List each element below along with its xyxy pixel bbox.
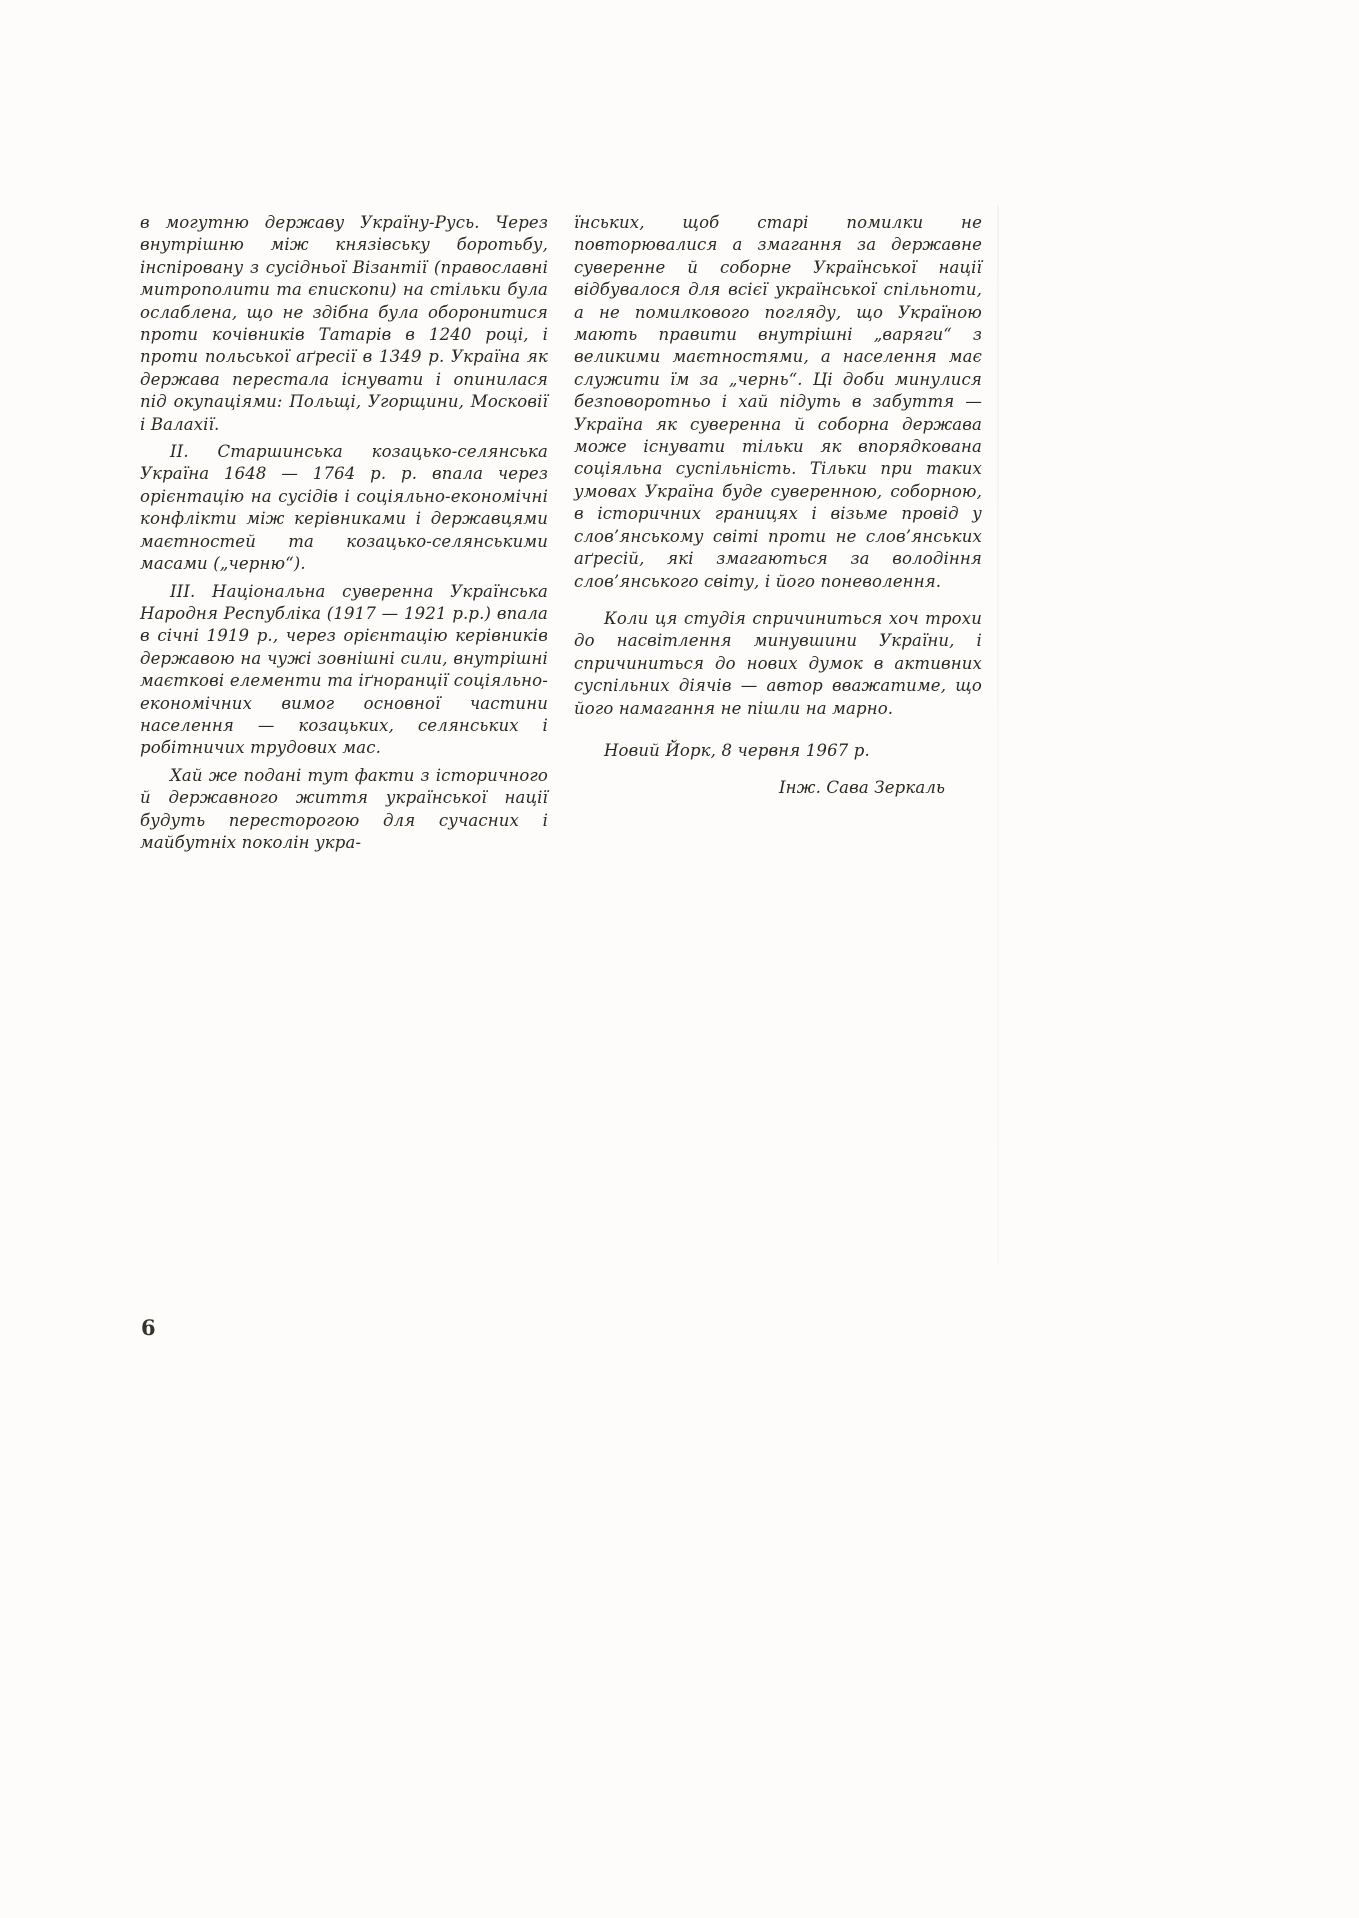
paragraph-section-3: III. Національна суверенна Українська Народня Республіка (1917 — 1921 р.р.) впала в січні 1919 р., через орієнтацію керівників державою на чужі зовнішні сили, внутрішні маєткові елементи та іґноранції соціяльно-економічних вимог основної частини населення — козацьких, селянських і робітничих трудових мас.	[140, 581, 548, 758]
text-body	[140, 212, 982, 854]
page-number: 6	[141, 1315, 156, 1340]
paragraph-section-2: II. Старшинська козацько-селянська Україна 1648 — 1764 р. р. впала через орієнтацію на сусідів і соціяльно-економічні конфлікти між керівниками і державцями маєтностей та козацько-селянськими масами („черню“).	[140, 442, 548, 574]
page-edge-artifact	[997, 205, 999, 1265]
paragraph-continuation: в могутню державу Україну-Русь. Через внутрішню між князівську боротьбу, інспіровану з сусідньої Візантії (православні митрополити та єпископи) на стільки була ослаблена, що не здібна була оборонитися проти кочівників Татарів в 1240 році, і проти польської аґресії в 1349 р. Україна як держава перестала існувати і опинилася під окупаціями: Польщі, Угорщини, Московії і Валахії.	[140, 213, 548, 434]
paragraph-continuation: їнських, щоб старі помилки не повторювалися а змагання за державне суверенне й соборне Української нації відбувалося для всієї української спільноти, а не помилкового погляду, що Україною мають правити внутрішні „варяги“ з великими маєтностями, а населення має служити їм за „чернь“. Ці доби минулися безповоротньо і хай підуть в забуття — Україна як суверенна й соборна держава може існувати тільки як впорядкована соціяльна суспільність. Тільки при таких умовах Україна буде суверенною, соборною, в історичних границях і візьме провід у слов’янському світі проти не слов’янських аґресій, які змагаються за володіння слов’янського світу, і його поневолення.	[574, 213, 982, 591]
paragraph-closing-left: Хай же подані тут факти з історичного й державного життя української нації будуть пересторогою для сучасних і майбутніх поколін укра-	[140, 765, 548, 852]
text-column-right	[574, 212, 982, 854]
dateline: Новий Йорк, 8 червня 1967 р.	[604, 740, 870, 760]
paragraph-closing-right: Коли ця студія спричиниться хоч трохи до насвітлення минувшини України, і спричиниться до нових думок в активних суспільних діячів — автор вважатиме, що його намагання не пішли на марно.	[574, 608, 982, 718]
author-signature: Інж. Сава Зеркаль	[779, 778, 946, 798]
text-column-left	[140, 212, 548, 854]
